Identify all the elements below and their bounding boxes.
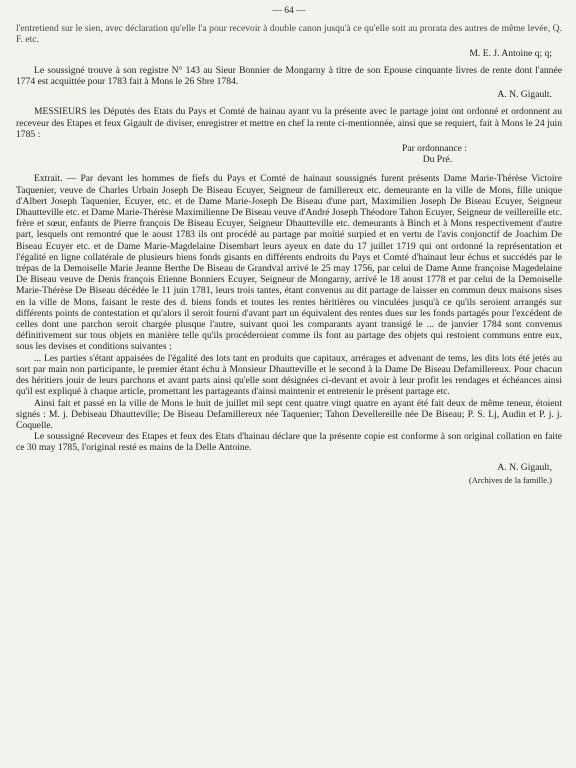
paragraph-receveur: Le soussigné Receveur des Etapes et feux des Etats d'hainau déclare que la présente copie est conforme à son original collation en faite ce 30 may 1785, l'original resté es mains de la Delle Antoine.: [16, 431, 562, 454]
signature-du-pre: Du Pré.: [422, 154, 452, 166]
page-number: — 64 —: [272, 6, 306, 16]
signature-ordonnance: Par ordonnance :: [401, 143, 467, 155]
paragraph-registre: Le soussigné trouve à son registre N° 143 au Sieur Bonnier de Mongarny à titre de son Epouse cinquante livres de rente dont l'année 1774 est acquittée pour 1783 fait à Mons le 26 Sbre 1784.: [16, 64, 562, 88]
signature-gigault-2: A. N. Gigault,: [497, 461, 552, 473]
paragraph-parties: ... Les parties s'étant appaisées de l'égalité des lots tant en produits que capitaux, arrérages et advenant de tems, les dits lots été jetés au sort par main non participante, le premier étant échu à Monsieur Dhautteville et le second à la Dame De Biseau Defamillereux. Pour chacun des héritiers jouir de leurs parchons et avant parts ainsi qu'elle sont désignées ci-devant et avoir à leur profit les rendages et échéances ainsi qu'il est expliqué à chaque article, promettant les partageants d'ainsi maintenir et entretenir le présent partage etc.: [16, 352, 562, 398]
document-page: [16, 6, 562, 486]
signature-antoine: M. E. J. Antoine q; q;: [469, 47, 552, 59]
paragraph-extrait: Extrait. — Par devant les hommes de fiefs du Pays et Comté de hainaut soussignés furent présents Dame Marie-Thérèse Victoire Taquenier, veuve de Charles Urbain Joseph De Biseau Ecuyer, Seigneur de famillereux etc. demeurante en la ville de Mons, fille unique d'Albert Joseph Taquenier, Ecuyer, etc. et de Dame Marie-Joseph De Biseau d'une part, Maximilien Joseph De Biseau Ecuyer, Seigneur Dhautteville etc. et Dame Marie-Thérèse Maximilienne De Biseau veuve d'André Joseph Théodore Tahon Ecuyer, Seigneur de veillereille etc. frère et sœur, enfants de Pierre françois De Biseau Ecuyer, Seigneur Dhautteville etc. demeurants à Binch et à Mons respectivement d'autre part, lesquels ont remontré que le aoust 1783 ils ont procédé au partage par moitié surpied et en vertu de l'avis conjonctif de Joachim De Biseau Ecuyer etc. et de Dame Marie-Magdelaine Disembart leurs ayeux en date du 17 juillet 1719 qui ont ordonné la représentation et l'égalité en ligne collatérale de plusieurs biens fonds gisants en différents endroits du Pays et Comté d'hainaut leur échus et succédés par le trépas de la Demoiselle Marie Jeanne Berthe De Biseau de Grandval arrivé le 25 may 1756, par celui de Dame Anne françoise Magedelaine De Biseau veuve de Denis françois Etienne Bonniers Ecuyer, Seigneur de Mongarny, arrivé le 18 aoust 1778 et par celui de la Demoiselle Marie-Thérèse De Biseau décédée le 11 juin 1781, leurs trois tantes, étant convenus au dit partage de laisser en commun deux maisons sises en la ville de Mons, faisant le reste des d. biens fonds et toutes les rentes héritières ou vinculées jusqu'à ce qu'ils seroient arrangés sur différents points de contestation et qu'alors il seroit fourni d'avant part un équivalent des rentes dues sur les fonds partagés pour l'excédent de celles dont une parchon seroit chargée plusque l'autre, suivant quoi les comparants ayant transigé le ... de janvier 1784 sont convenus définitivement sur tous objets en manière telle qu'ils procéderoient comme ils font au partage des objets qui restoient communs entre eux, sous les devises et conditions suivantes :: [16, 173, 562, 353]
signature-gigault-1: A. N. Gigault.: [497, 89, 552, 101]
paragraph-ainsi-fait: Ainsi fait et passé en la ville de Mons le huit de juillet mil sept cent quatre vingt quatre en ayant été fait deux de même teneur, étoient signés : M. j. Debiseau Dhautteville; De Biseau Defamillereux née Taquenier; Tahon Devellereille née De Biseau; P. S. Lj, Audin et P. j. j. Coquelle.: [16, 397, 562, 431]
paragraph-continuation: l'entretiend sur le sien, avec déclaration qu'elle l'a pour recevoir à double canon jusqu'à ce qu'elle soit au prorata des autres de même levée, Q. F. etc.: [16, 23, 562, 46]
archives-note: (Archives de la famille.): [468, 474, 552, 485]
paragraph-deputes: MESSIEURS les Députés des Etats du Pays et Comté de hainau ayant vu la présente avec le partage joint ont ordonné et ordonnent au receveur des Etapes et feux Gigault de diviser, enregistrer et mettre en chef la rente ci-mentionnée, ainsi que se requiert, fait à Mons le 24 juin 1785 :: [16, 106, 562, 140]
